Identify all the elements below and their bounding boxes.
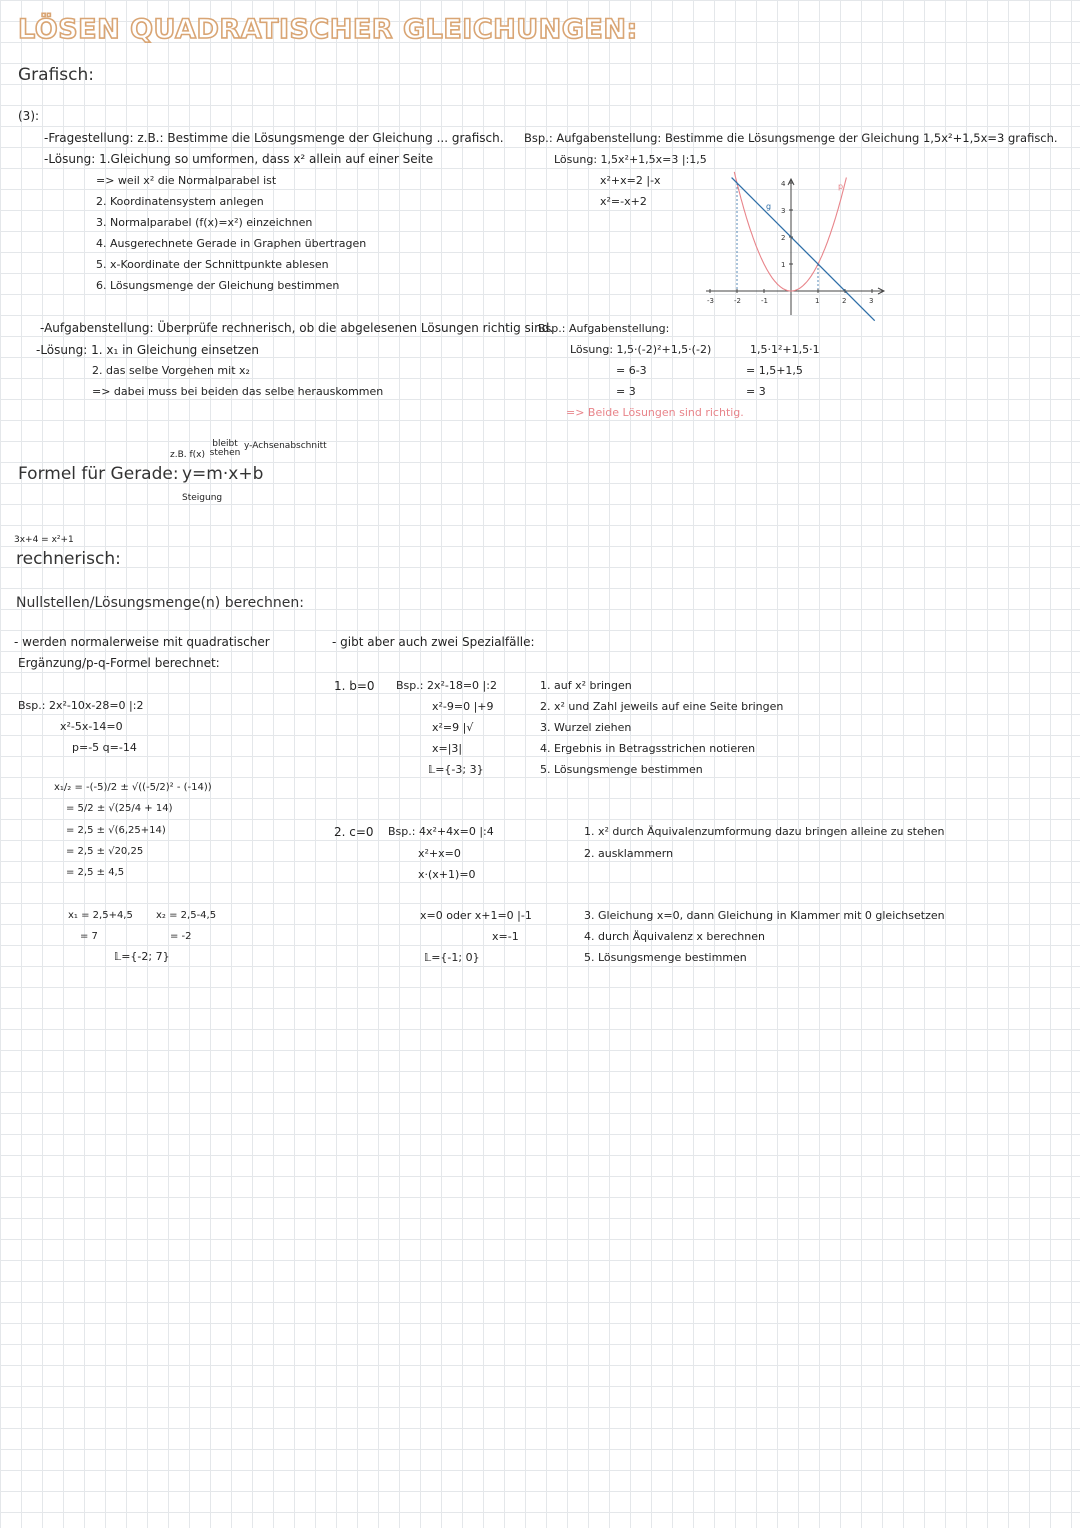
case2-step-3: 3. Gleichung x=0, dann Gleichung in Klammer mit 0 gleichsetzen: [584, 909, 945, 922]
scribble-equation: 3x+4 = x²+1: [14, 535, 74, 545]
graph-x-tick-label: 3: [869, 297, 874, 305]
pq-line-5: = 5/2 ± √(25/4 + 14): [66, 803, 173, 814]
case1-example-2: x²-9=0 |+9: [432, 700, 494, 713]
pq-line-3: p=-5 q=-14: [72, 741, 137, 754]
pruefung-example-label: Bsp.: Aufgabenstellung:: [538, 322, 670, 335]
gerade-note-zb: z.B. f(x): [170, 450, 205, 460]
graph-parabola-line: [700, 165, 890, 325]
graph-y-tick-label: 1: [781, 261, 786, 269]
case2-example-4: x=0 oder x+1=0 |-1: [420, 909, 532, 922]
pruefung-calc-x1-3: = 3: [616, 385, 636, 398]
pq-x1-line-2: = 7: [80, 931, 98, 942]
grafisch-step-5: 5. x-Koordinate der Schnittpunkte ablesen: [96, 258, 329, 271]
pq-x1-line-1: x₁ = 2,5+4,5: [68, 910, 133, 921]
pruefung-calc-x2-1: 1,5·1²+1,5·1: [750, 343, 820, 356]
graph-parabola-label: p: [838, 182, 844, 191]
pruefung-note: => dabei muss bei beiden das selbe herauskommen: [92, 385, 384, 398]
case2-label: 2. c=0: [334, 825, 374, 839]
pq-line-7: = 2,5 ± √20,25: [66, 846, 144, 857]
gerade-note-bleibt: bleibt stehen: [209, 439, 241, 459]
case1-step-1: 1. auf x² bringen: [540, 679, 632, 692]
pruefung-calc-x2-3: = 3: [746, 385, 766, 398]
gerade-note-steigung: Steigung: [182, 493, 223, 503]
pq-line-2: x²-5x-14=0: [60, 720, 123, 733]
pruefung-calc-x2-2: = 1,5+1,5: [746, 364, 803, 377]
case2-example-3: x·(x+1)=0: [418, 868, 476, 881]
graph-x-tick-label: 2: [842, 297, 847, 305]
pruefung-step-2: 2. das selbe Vorgehen mit x₂: [92, 364, 250, 377]
section-heading-rechnerisch: rechnerisch:: [16, 549, 121, 569]
case1-step-3: 3. Wurzel ziehen: [540, 721, 632, 734]
case1-step-5: 5. Lösungsmenge bestimmen: [540, 763, 703, 776]
pq-line-8: = 2,5 ± 4,5: [66, 867, 125, 878]
grafisch-fragestellung: -Fragestellung: z.B.: Bestimme die Lösungsmenge der Gleichung ... grafisch.: [44, 131, 504, 145]
case1-example-4: x=|3|: [432, 742, 463, 755]
grafisch-loesung: -Lösung: 1.Gleichung so umformen, dass x² allein auf einer Seite: [44, 152, 434, 166]
grafisch-step-6: 6. Lösungsmenge der Gleichung bestimmen: [96, 279, 340, 292]
graph-x-tick-label: -1: [761, 297, 768, 305]
pq-line-1: Bsp.: 2x²-10x-28=0 |:2: [18, 699, 144, 712]
pq-intro-1: - werden normalerweise mit quadratischer: [14, 635, 270, 649]
pq-line-4: x₁/₂ = -(-5)/2 ± √((-5/2)² - (-14)): [54, 782, 212, 793]
case2-step-1: 1. x² durch Äquivalenzumformung dazu bringen alleine zu stehen: [584, 825, 945, 838]
pruefung-loesung: -Lösung: 1. x₁ in Gleichung einsetzen: [36, 343, 259, 357]
case1-step-4: 4. Ergebnis in Betragsstrichen notieren: [540, 742, 756, 755]
case2-example-5: x=-1: [492, 930, 519, 943]
pq-line-6: = 2,5 ± √(6,25+14): [66, 825, 166, 836]
graph-y-tick-label: 3: [781, 207, 786, 215]
section-marker: (3):: [18, 109, 40, 123]
gerade-formula: y=m·x+b: [182, 464, 264, 484]
graph-line-g: [732, 178, 875, 321]
graph-x-tick-label: 1: [815, 297, 820, 305]
grafisch-step-2: 2. Koordinatensystem anlegen: [96, 195, 264, 208]
case2-example-6: 𝕃={-1; 0}: [424, 951, 480, 964]
nullstellen-heading: Nullstellen/Lösungsmenge(n) berechnen:: [16, 595, 304, 611]
gerade-label: Formel für Gerade:: [18, 464, 179, 484]
case1-step-2: 2. x² und Zahl jeweils auf eine Seite bringen: [540, 700, 784, 713]
grafisch-example-line-2: x²+x=2 |-x: [600, 174, 661, 187]
pruefung-aufgabe: -Aufgabenstellung: Überprüfe rechnerisch, ob die abgelesenen Lösungen richtig sind.: [40, 321, 554, 335]
grafisch-step-4: 4. Ausgerechnete Gerade in Graphen übertragen: [96, 237, 367, 250]
graph-x-tick-label: -3: [707, 297, 714, 305]
pruefung-conclusion: => Beide Lösungen sind richtig.: [566, 406, 744, 419]
graph-x-tick-label: -2: [734, 297, 741, 305]
pq-x2-line-1: x₂ = 2,5-4,5: [156, 910, 217, 921]
pq-x2-line-2: = -2: [170, 931, 192, 942]
page-title: LÖSEN QUADRATISCHER GLEICHUNGEN:: [18, 14, 638, 45]
grafisch-example-line-3: x²=-x+2: [600, 195, 647, 208]
case2-step-4: 4. durch Äquivalenz x berechnen: [584, 930, 765, 943]
case1-example-5: 𝕃={-3; 3}: [428, 763, 484, 776]
grafisch-step-3: 3. Normalparabel (f(x)=x²) einzeichnen: [96, 216, 313, 229]
pq-intro-2: Ergänzung/p-q-Formel berechnet:: [18, 656, 220, 670]
case2-step-5: 5. Lösungsmenge bestimmen: [584, 951, 747, 964]
grafisch-example-line-1: Lösung: 1,5x²+1,5x=3 |:1,5: [554, 153, 707, 166]
section-heading-grafisch: Grafisch:: [18, 65, 94, 85]
case2-example-1: Bsp.: 4x²+4x=0 |:4: [388, 825, 494, 838]
case2-step-2: 2. ausklammern: [584, 847, 674, 860]
case1-label: 1. b=0: [334, 679, 375, 693]
gerade-note-yachse: y-Achsenabschnitt: [244, 441, 327, 451]
grafisch-note: => weil x² die Normalparabel ist: [96, 174, 277, 187]
case1-example-3: x²=9 |√: [432, 721, 474, 734]
pq-solution-set: 𝕃={-2; 7}: [114, 950, 170, 963]
grafisch-example-task: Bsp.: Aufgabenstellung: Bestimme die Lösungsmenge der Gleichung 1,5x²+1,5x=3 grafisch.: [524, 131, 1058, 145]
case1-example-1: Bsp.: 2x²-18=0 |:2: [396, 679, 497, 692]
case2-example-2: x²+x=0: [418, 847, 461, 860]
graph-y-tick-label: 2: [781, 234, 786, 242]
pruefung-calc-x1-2: = 6-3: [616, 364, 647, 377]
graph-line-label: g: [766, 202, 772, 211]
pruefung-calc-x1-1: Lösung: 1,5·(-2)²+1,5·(-2): [570, 343, 712, 356]
graph-y-tick-label: 4: [781, 180, 786, 188]
graph-parabola: [734, 172, 846, 291]
special-intro: - gibt aber auch zwei Spezialfälle:: [332, 635, 535, 649]
